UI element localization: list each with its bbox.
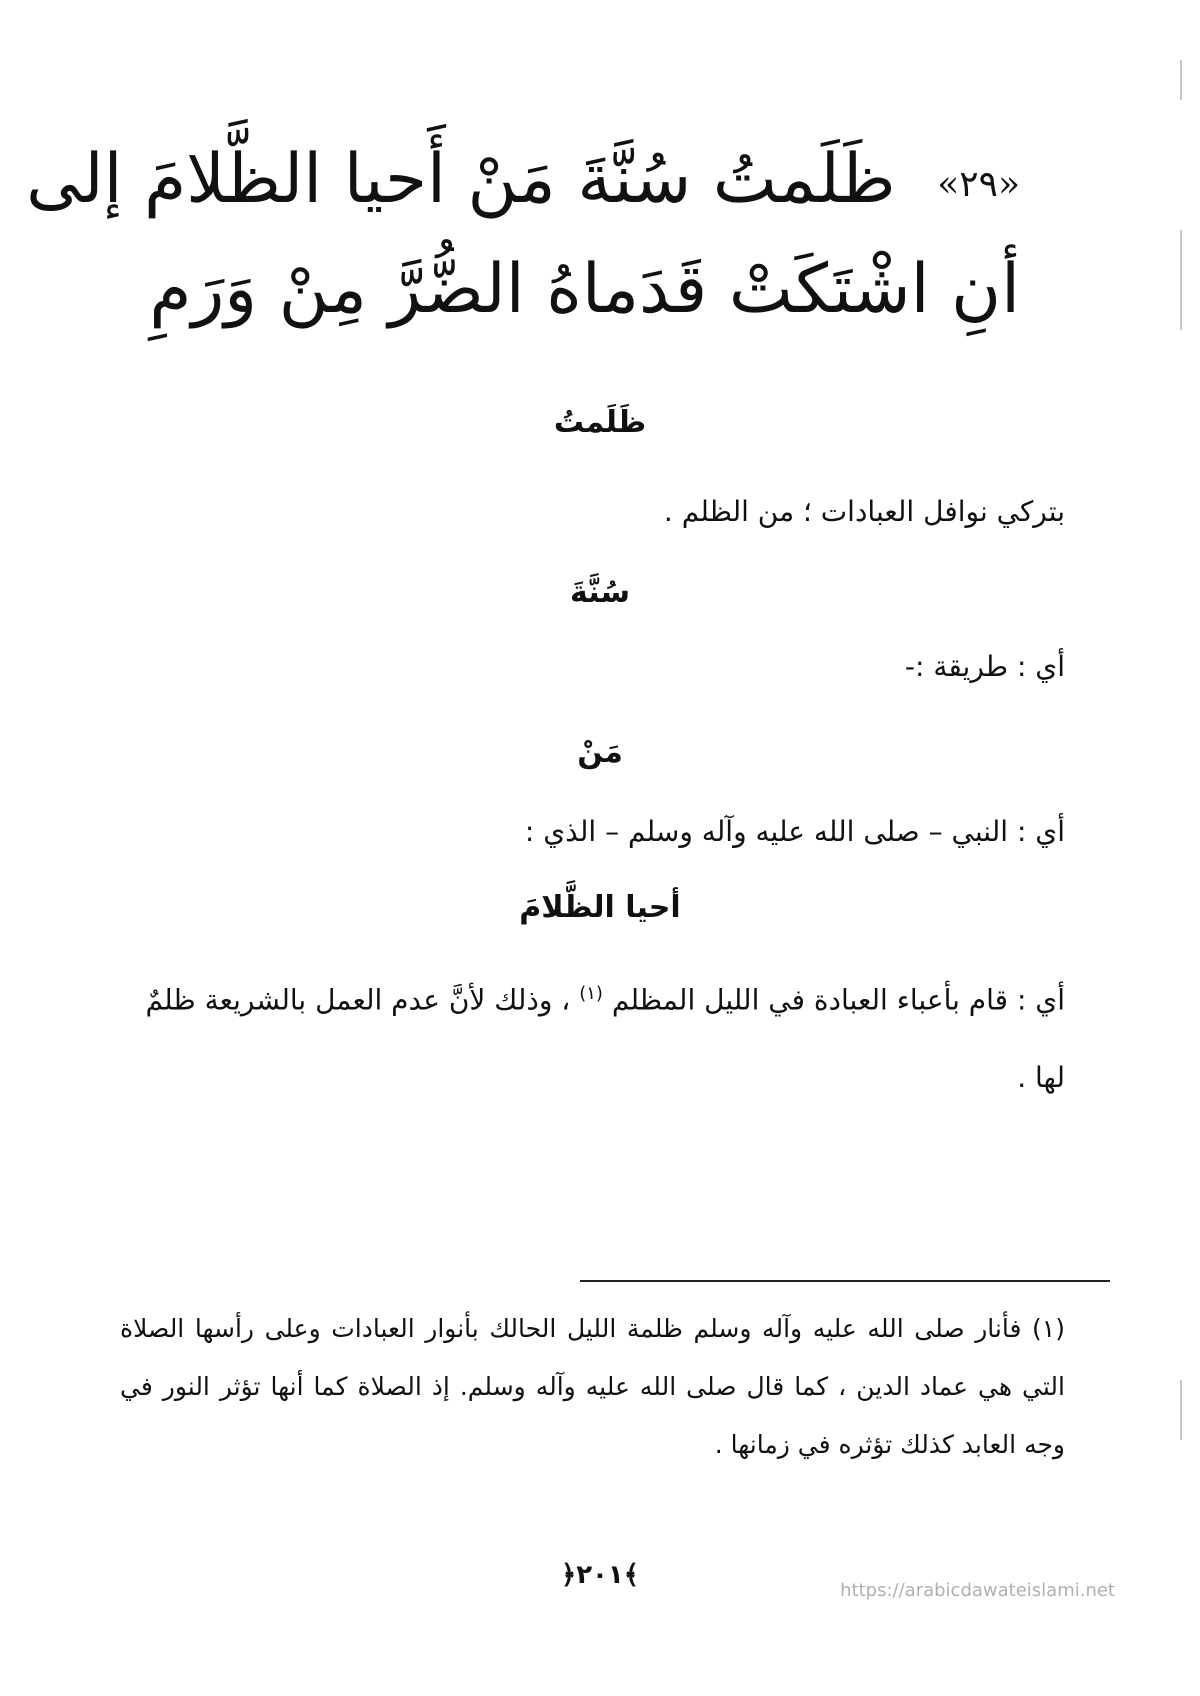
term-heading: ظَلَمتُ (553, 405, 647, 440)
term-heading: مَنْ (577, 735, 623, 770)
term-explanation (120, 955, 1065, 1117)
term-heading: سُنَّةَ (570, 575, 630, 610)
footnote-reference: (١) (579, 983, 603, 1004)
term-explanation: بتركي نوافل العبادات ؛ من الظلم . (663, 495, 1065, 528)
watermark-url: https://arabicdawateislami.net (840, 1580, 1115, 1601)
verse-number: «٢٩» (937, 163, 1020, 205)
scan-edge-mark (1180, 1380, 1182, 1440)
explanation-text: أي : قام بأعباء العبادة في الليل المظلم (611, 983, 1065, 1017)
footnote-separator (580, 1280, 1110, 1282)
footnote: (١) فأنار صلى الله عليه وآله وسلم ظلمة الليل الحالك بأنوار العبادات وعلى رأسها الصلاة التي هي عماد الدين ، كما قال صلى الله عليه وآله وسلم. إذ الصلاة كما أنها تؤثر النور في وجه العابد كذلك تؤثره في زمانها . (120, 1314, 1065, 1459)
term-heading: أحيا الظَّلامَ (519, 890, 681, 925)
page-number: ﴿٢٠١﴾ (560, 1560, 640, 1590)
explanation-text: ، وذلك لأنَّ عدم العمل بالشريعة ظلمٌ لها . (145, 983, 1065, 1095)
verse-line-2: أنِ اشْتَكَتْ قَدَماهُ الضُّرَّ مِنْ وَرَمِ (149, 250, 1020, 329)
term-explanation: أي : طريقة :- (904, 650, 1065, 683)
scan-edge-mark (1180, 230, 1182, 330)
term-explanation: أي : النبي – صلى الله عليه وآله وسلم – الذي : (524, 815, 1065, 848)
verse-line-1-text: ظَلَمتُ سُنَّةَ مَنْ أَحيا الظَّلامَ إلى (26, 140, 896, 219)
verse-line-1 (26, 135, 1020, 230)
scan-edge-mark (1180, 60, 1182, 100)
